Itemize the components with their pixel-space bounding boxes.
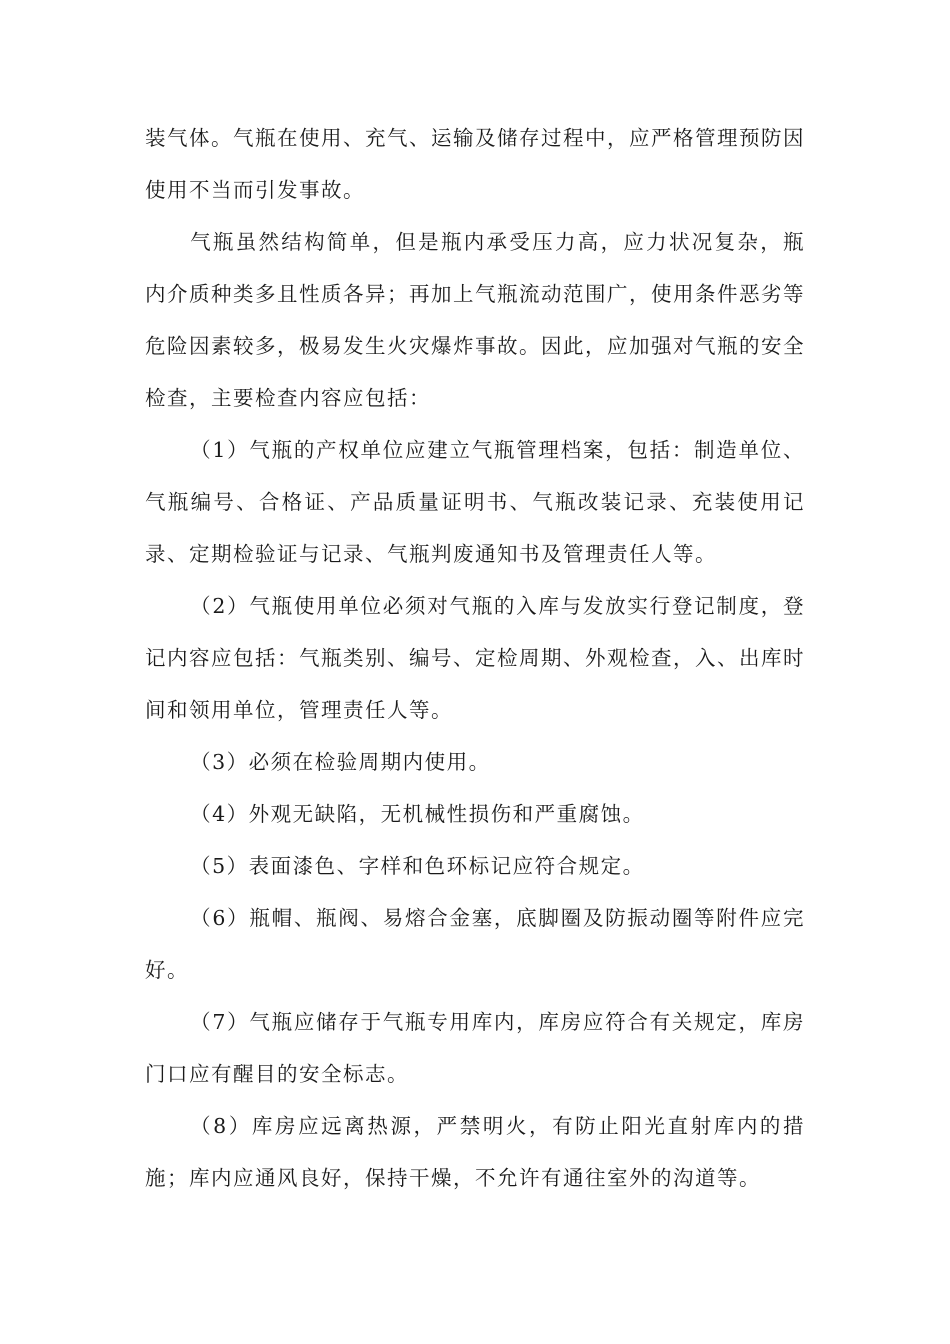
paragraph-intro: 气瓶虽然结构简单，但是瓶内承受压力高，应力状况复杂，瓶内介质种类多且性质各异；再加上气瓶流动范围广，使用条件恶劣等危险因素较多，极易发生火灾爆炸事故。因此，应加强对气瓶的安全检查，主要检查内容应包括：	[145, 230, 805, 410]
paragraph-continuation: 装气体。气瓶在使用、充气、运输及储存过程中，应严格管理预防因使用不当而引发事故。	[145, 126, 805, 202]
list-item-7: （7）气瓶应储存于气瓶专用库内，库房应符合有关规定，库房门口应有醒目的安全标志。	[145, 1010, 805, 1086]
list-item-2: （2）气瓶使用单位必须对气瓶的入库与发放实行登记制度，登记内容应包括：气瓶类别、编号、定检周期、外观检查，入、出库时间和领用单位，管理责任人等。	[145, 594, 805, 722]
list-item-8: （8）库房应远离热源，严禁明火，有防止阳光直射库内的措施；库内应通风良好，保持干燥，不允许有通往室外的沟道等。	[145, 1114, 805, 1190]
list-item-5: （5）表面漆色、字样和色环标记应符合规定。	[190, 854, 645, 878]
list-item-4: （4）外观无缺陷，无机械性损伤和严重腐蚀。	[190, 802, 645, 826]
list-item-3: （3）必须在检验周期内使用。	[190, 750, 491, 774]
document-body	[145, 112, 805, 1204]
list-item-6: （6）瓶帽、瓶阀、易熔合金塞，底脚圈及防振动圈等附件应完好。	[145, 906, 805, 982]
list-item-1: （1）气瓶的产权单位应建立气瓶管理档案，包括：制造单位、气瓶编号、合格证、产品质量证明书、气瓶改装记录、充装使用记录、定期检验证与记录、气瓶判废通知书及管理责任人等。	[145, 438, 805, 566]
